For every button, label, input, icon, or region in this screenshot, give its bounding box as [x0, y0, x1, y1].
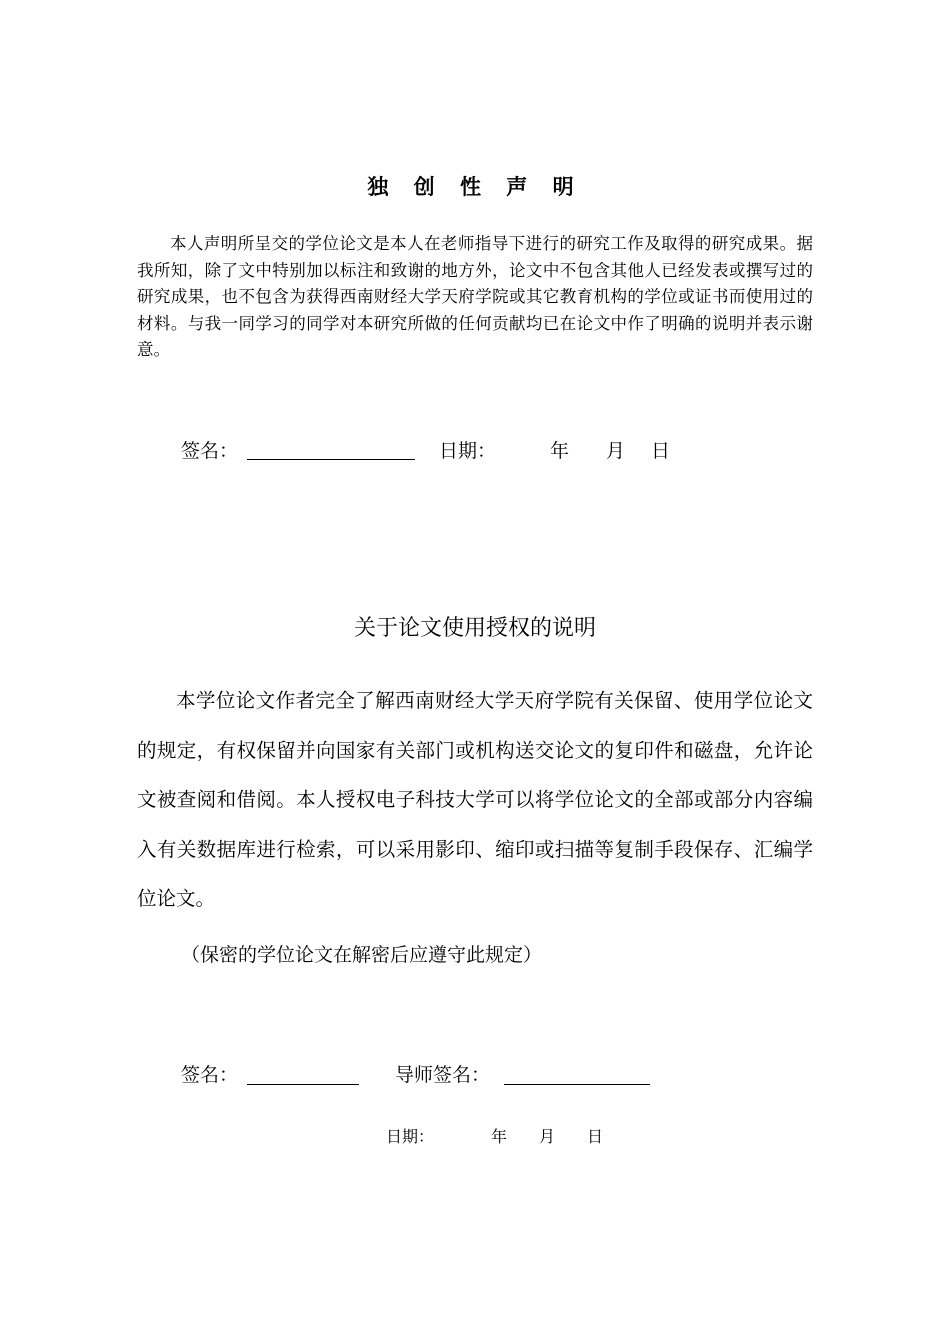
day-label: 日 [651, 440, 671, 462]
authorization-body: 本学位论文作者完全了解西南财经大学天府学院有关保留、使用学位论文的规定，有权保留并向国家有关部门或机构送交论文的复印件和磁盘，允许论文被查阅和借阅。本人授权电子科技大学可以将学位论文的全部或部分内容编入有关数据库进行检索，可以采用影印、缩印或扫描等复制手段保存、汇编学位论文。 [137, 689, 813, 910]
signature-line[interactable] [247, 1067, 359, 1085]
signature-line[interactable] [247, 443, 415, 460]
signature-label: 签名： [181, 440, 239, 462]
year-label: 年 [491, 1127, 508, 1146]
advisor-signature-line[interactable] [504, 1067, 650, 1085]
authorization-title: 关于论文使用授权的说明 [353, 616, 596, 641]
declaration-body: 本人声明所呈交的学位论文是本人在老师指导下进行的研究工作及取得的研究成果。据我所知，除了文中特别加以标注和致谢的地方外，论文中不包含其他人已经发表或撰写过的研究成果，也不包含为获得西南财经大学天府学院或其它教育机构的学位或证书而使用过的材料。与我一同学习的同学对本研究所做的任何贡献均已在论文中作了明确的说明并表示谢意。 [137, 234, 813, 359]
month-label: 月 [606, 440, 626, 462]
confidential-note: （保密的学位论文在解密后应遵守此规定） [181, 944, 543, 966]
advisor-signature-label: 导师签名： [395, 1064, 491, 1086]
date-label: 日期： [439, 440, 497, 462]
month-label: 月 [539, 1127, 556, 1146]
signature-label: 签名： [181, 1064, 239, 1086]
day-label: 日 [587, 1127, 604, 1146]
date-label: 日期： [386, 1127, 435, 1146]
declaration-title: 独 创 性 声 明 [367, 175, 583, 199]
year-label: 年 [550, 440, 570, 462]
